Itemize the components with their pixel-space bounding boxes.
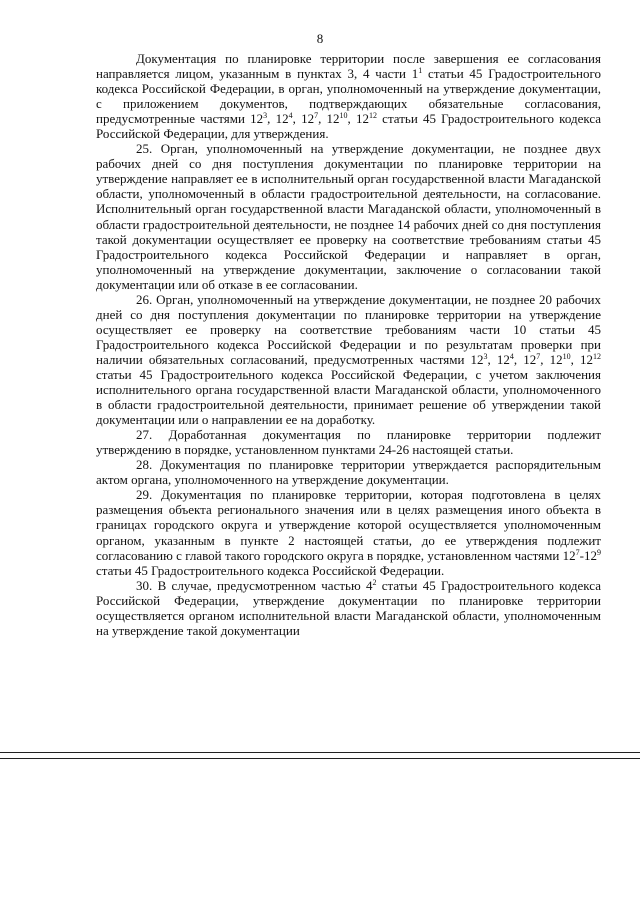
- paragraph-28: 28. Документация по планировке территории утверждается распорядительным актом органа, уполномоченного на утверждение документации.: [96, 457, 601, 488]
- paragraph-26: 26. Орган, уполномоченный на утверждение документации, не позднее 20 рабочих дней со дня поступления документации по планировке территории на утверждение осуществляет ее проверку на соответствие требованиям части 10 статьи 45 Градостроительного кодекса Российской Федерации и по результатам проверки при наличии обязательных согласований, предусмотренных частями $12^3$, $12^4$, $12^7$, $12^{10}$, $12^{12}$ статьи 45 Градостроительного кодекса Российской Федерации, с учетом заключения исполнительного органа государственной власти Магаданской области, уполномоченного в области градостроительной деятельности, принимает решение об утверждении такой документации или о направлении ее на доработку.: [96, 291, 602, 428]
- paragraph-24-continuation: Документация по планировке территории после завершения ее согласования направляется лицом, указанным в пунктах 3, 4 части $1^1$ статьи 45 Градостроительного кодекса Российской Федерации, в орган, уполномоченный на утверждение документации, с приложением документов, подтверждающих обязательные согласования, предусмотренные частями $12^3$, $12^4$, $12^7$, $12^{10}$, $12^{12}$ статьи 45 Градостроительного кодекса Российской Федерации, для утверждения.: [96, 51, 602, 142]
- paragraph-30: 30. В случае, предусмотренном частью $4^2$ статьи 45 Градостроительного кодекса Российской Федерации, утверждение документации по планировке территории осуществляется органом исполнительной власти Магаданской области, уполномоченным на утверждение такой документации: [96, 577, 601, 638]
- footer-divider-line: [0, 752, 640, 753]
- paragraph-29: 29. Документация по планировке территории, которая подготовлена в целях размещения объекта регионального значения или в целях размещения иного объекта в границах городского округа и утверждение которой осуществляется уполномоченным органом, указанным в пункте 2 настоящей статьи, до ее утверждения подлежит согласованию с главой такого городского округа в порядке, установленном частями $12^7-12^9$ статьи 45 Градостроительного кодекса Российской Федерации.: [96, 487, 601, 578]
- footer-divider-line-secondary: [0, 758, 640, 759]
- document-body: [96, 51, 601, 638]
- paragraph-25: 25. Орган, уполномоченный на утверждение документации, не позднее двух рабочих дней со дня поступления документации по планировке территории на утверждение направляет ее в исполнительный орган государственной власти Магаданской области, уполномоченный в области градостроительной деятельности, на согласование. Исполнительный орган государственной власти Магаданской области, уполномоченный в области градостроительной деятельности, не позднее 14 рабочих дней со дня поступления такой документации осуществляет ее проверку на соответствие требованиям статьи 45 Градостроительного кодекса Российской Федерации и направляет в орган, уполномоченный на утверждение документации, заключение о согласовании такой документации или об отказе в ее согласовании.: [96, 141, 601, 292]
- paragraph-27: 27. Доработанная документация по планировке территории подлежит утверждению в порядке, установленном пунктами 24-26 настоящей статьи.: [96, 427, 601, 458]
- page-number: 8: [316, 31, 324, 46]
